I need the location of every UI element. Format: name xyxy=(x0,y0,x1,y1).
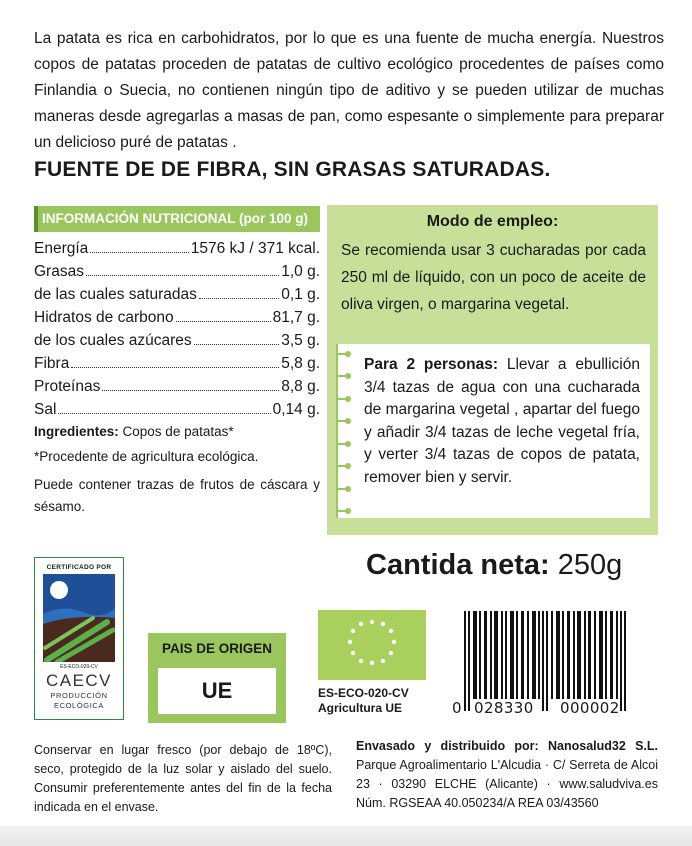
nutrition-row xyxy=(34,378,320,401)
barcode-right-digits: 000002 xyxy=(560,699,620,717)
nutrition-row xyxy=(34,240,320,263)
nutrition-value: 8,8 g. xyxy=(281,378,320,395)
dotted-leader xyxy=(102,390,279,391)
bullet-icon xyxy=(337,439,351,449)
nutrition-value: 0,14 g. xyxy=(272,401,320,418)
ingredients-text: Copos de patatas* xyxy=(122,424,234,439)
ingredients-line xyxy=(34,421,324,443)
distributor-info xyxy=(356,737,658,813)
eu-organic-code: ES-ECO-020-CV xyxy=(318,686,409,700)
caecv-emblem-icon xyxy=(43,574,115,662)
net-weight-value: 250g xyxy=(557,549,623,581)
recipe-box xyxy=(336,344,650,518)
caecv-code: ES-ECO-020-CV xyxy=(60,664,98,670)
bullet-icon xyxy=(337,461,351,471)
nutrition-value: 5,8 g. xyxy=(281,355,320,372)
bullet-icon xyxy=(337,506,351,516)
bullet-icon xyxy=(337,371,351,381)
eu-organic-leaf-icon xyxy=(318,610,426,680)
caecv-name: CAECV xyxy=(45,671,113,690)
nutrition-row xyxy=(34,263,320,286)
nutrition-label: Energía xyxy=(34,240,89,257)
distributor-text: Parque Agroalimentario L'Alcudia · C/ Serreta de Alcoi 23 · 03290 ELCHE (Alicante) · www.saludviva.es Núm. RGSEAA 40.050234/A REA 03/43560 xyxy=(356,758,658,810)
usage-text: Se recomienda usar 3 cucharadas por cada 250 ml de líquido, con un poco de aceite de oliva virgen, o margarina vegetal. xyxy=(341,242,646,313)
dotted-leader xyxy=(58,413,270,414)
nutrition-title: INFORMACIÓN NUTRICIONAL (por 100 g) xyxy=(34,206,320,232)
bullet-icon xyxy=(337,349,351,359)
headline: FUENTE DE DE FIBRA, SIN GRASAS SATURADAS. xyxy=(34,158,551,181)
nutrition-row xyxy=(34,332,320,355)
ingredients xyxy=(34,421,324,471)
nutrition-label: Hidratos de carbono xyxy=(34,309,174,326)
nutrition-table xyxy=(34,240,320,424)
origin-value: UE xyxy=(158,668,276,714)
barcode-left-digits: 028330 xyxy=(474,699,534,717)
bullet-icon xyxy=(337,484,351,494)
ingredients-label: Ingredientes: xyxy=(34,424,119,439)
nutrition-row xyxy=(34,286,320,309)
allergen-traces: Puede contener trazas de frutos de cáscara y sésamo. xyxy=(34,477,320,514)
caecv-sub-line: ECOLÓGICA xyxy=(54,701,104,710)
nutrition-value: 81,7 g. xyxy=(272,309,320,326)
nutrition-row xyxy=(34,355,320,378)
recipe-text xyxy=(364,354,640,489)
recipe-body: Llevar a ebullición 3/4 tazas de agua con una cucharada de margarina vegetal , apartar del fuego y añadir 3/4 tazas de leche vegetal fría, y verter 3/4 tazas de copos de patata, remover bien y servir. xyxy=(364,356,640,486)
caecv-sub-line: PRODUCCIÓN xyxy=(50,691,108,700)
bottom-band xyxy=(0,826,692,846)
caecv-subtitle xyxy=(35,691,123,711)
eu-organic-text xyxy=(318,686,409,716)
nutrition-label: Proteínas xyxy=(34,378,101,395)
usage-title: Modo de empleo: xyxy=(426,213,559,230)
dotted-leader xyxy=(90,252,188,253)
intro-text: La patata es rica en carbohidratos, por lo que es una fuente de mucha energía. Nuestros copos de patatas proceden de patatas de cultivo ecológico procedentes de países como Finlandia o Suecia, no contienen ningún tipo de aditivo y se pueden utilizar de muchas maneras desde agregarlas a masas de pan, como espesante o simplemente para preparar un delicioso puré de patatas . xyxy=(34,30,664,151)
nutrition-row xyxy=(34,309,320,332)
dotted-leader xyxy=(194,344,280,345)
nutrition-label: de las cuales saturadas xyxy=(34,286,197,303)
net-weight xyxy=(366,549,622,582)
barcode-first-digit: 0 xyxy=(452,699,462,717)
nutrition-label: Sal xyxy=(34,401,57,418)
ingredients-note: *Procedente de agricultura ecológica. xyxy=(34,449,259,464)
origin-box xyxy=(148,633,286,723)
nutrition-label: Fibra xyxy=(34,355,70,372)
dotted-leader xyxy=(176,321,271,322)
nutrition-value: 3,5 g. xyxy=(281,332,320,349)
dotted-leader xyxy=(199,298,279,299)
nutrition-value: 1576 kJ / 371 kcal. xyxy=(190,240,320,257)
recipe-label: Para 2 personas: xyxy=(364,356,498,373)
nutrition-value: 1,0 g. xyxy=(281,263,320,280)
origin-title: PAIS DE ORIGEN xyxy=(161,641,273,656)
eu-organic-label: Agricultura UE xyxy=(318,701,403,715)
nutrition-label: de los cuales azúcares xyxy=(34,332,192,349)
distributor-label: Envasado y distribuido por: Nanosalud32 S.L. xyxy=(356,739,658,753)
nutrition-label: Grasas xyxy=(34,263,84,280)
dotted-leader xyxy=(71,367,279,368)
nutrition-value: 0,1 g. xyxy=(281,286,320,303)
storage-instructions: Conservar en lugar fresco (por debajo de 18ºC), seco, protegido de la luz solar y aislado del suelo. Consumir preferentemente antes del fin de la fecha indicada en el envase. xyxy=(34,743,332,814)
net-weight-label: Cantida neta: xyxy=(366,549,550,581)
dotted-leader xyxy=(86,275,279,276)
bullet-icon xyxy=(337,416,351,426)
bullet-icon xyxy=(337,394,351,404)
caecv-logo xyxy=(34,557,124,720)
caecv-certified-by: CERTIFICADO POR xyxy=(46,564,112,571)
